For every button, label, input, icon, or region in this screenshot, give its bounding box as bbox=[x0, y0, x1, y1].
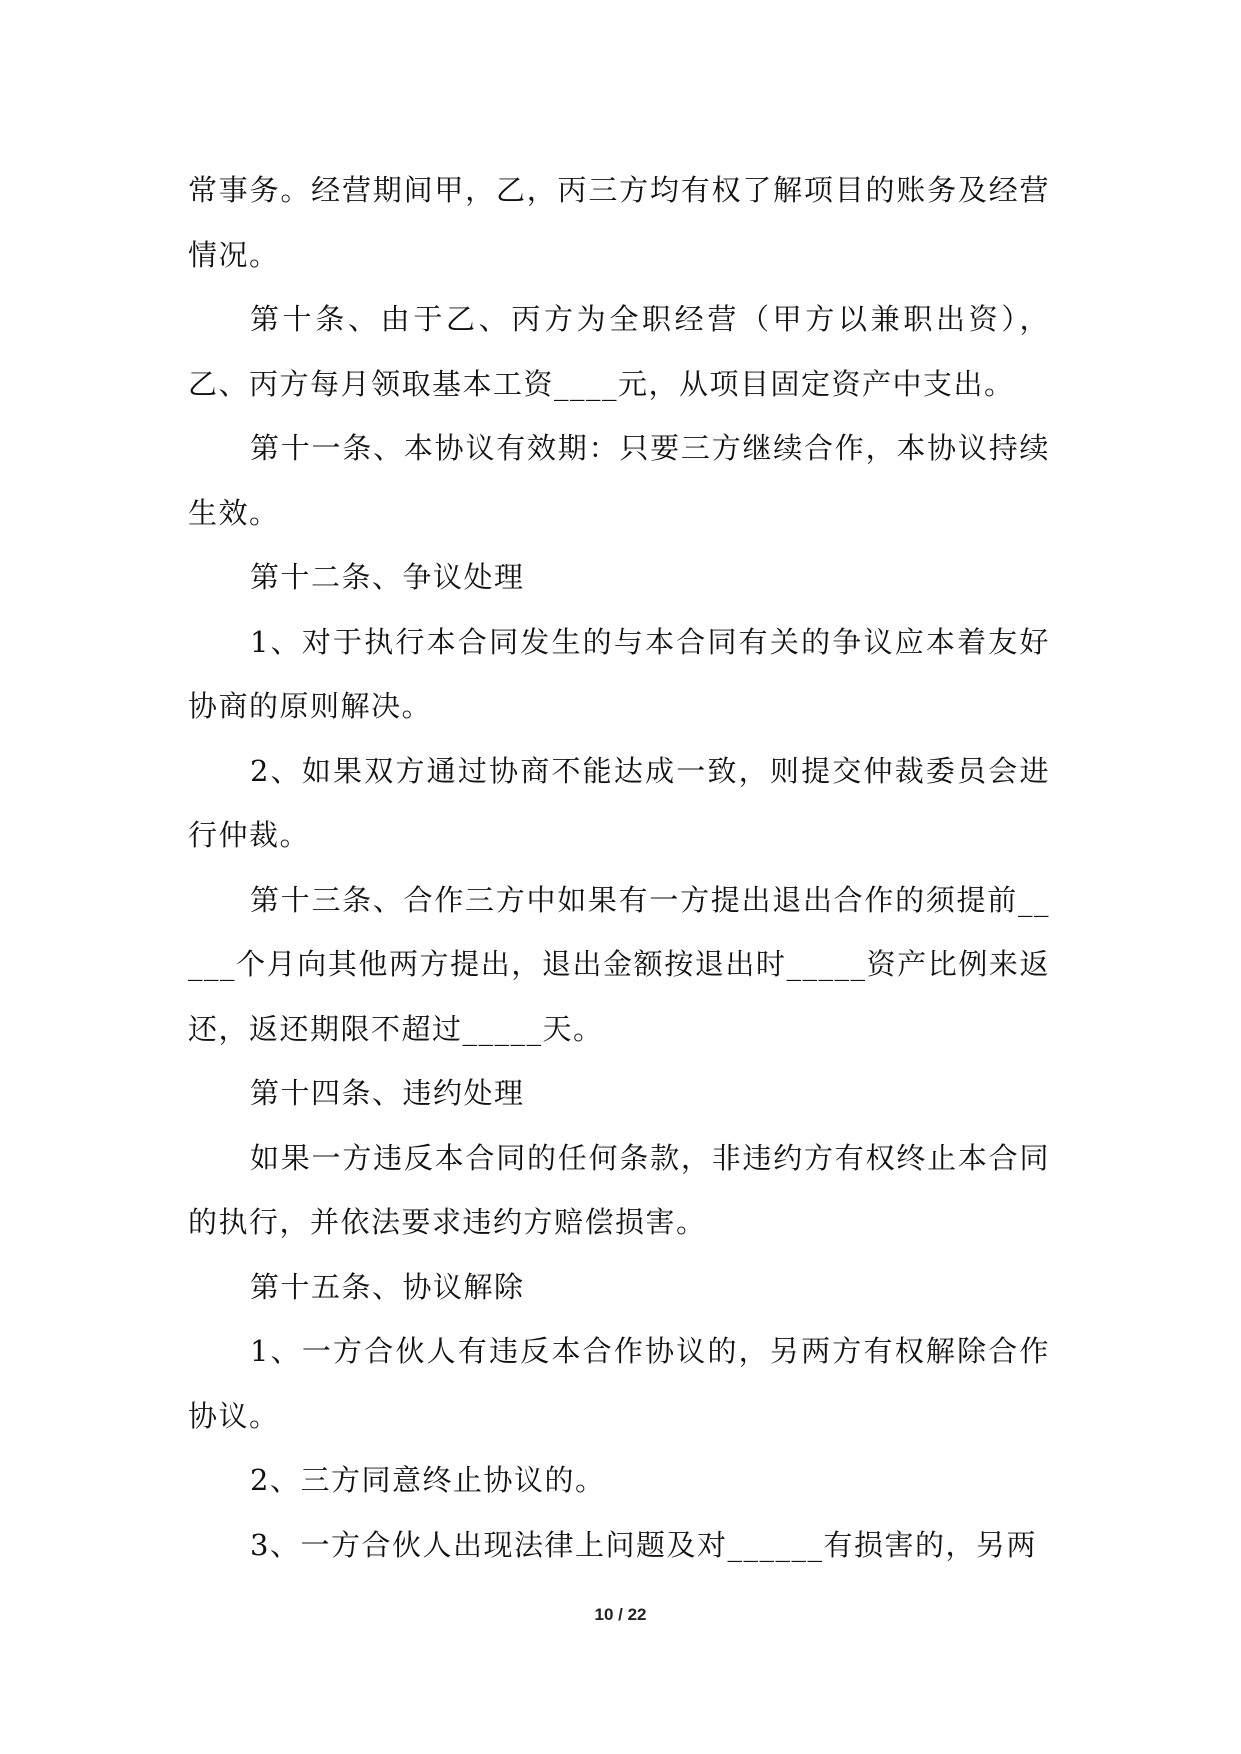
paragraph-article-12-item-1: 1、对于执行本合同发生的与本合同有关的争议应本着友好协商的原则解决。 bbox=[188, 624, 1050, 723]
page-number: 10 / 22 bbox=[594, 1605, 647, 1624]
paragraph-article-14-body: 如果一方违反本合同的任何条款，非违约方有权终止本合同的执行，并依法要求违约方赔偿损害。 bbox=[188, 1140, 1050, 1239]
paragraph-article-10: 第十条、由于乙、丙方为全职经营（甲方以兼职出资），乙、丙方每月领取基本工资____元，从项目固定资产中支出。 bbox=[188, 302, 1050, 401]
paragraph-article-11: 第十一条、本协议有效期：只要三方继续合作，本协议持续生效。 bbox=[188, 431, 1050, 530]
paragraph-article-13: 第十三条、合作三方中如果有一方提出退出合作的须提前_____个月向其他两方提出，退出金额按退出时_____资产比例来返还，返还期限不超过_____天。 bbox=[188, 882, 1050, 1046]
paragraph-continuation: 常事务。经营期间甲，乙，丙三方均有权了解项目的账务及经营情况。 bbox=[188, 173, 1050, 272]
document-body bbox=[188, 158, 1050, 1577]
paragraph-article-12-item-2: 2、如果双方通过协商不能达成一致，则提交仲裁委员会进行仲裁。 bbox=[188, 753, 1050, 852]
paragraph-article-15-item-2: 2、三方同意终止协议的。 bbox=[250, 1463, 606, 1497]
heading-article-14: 第十四条、违约处理 bbox=[250, 1076, 525, 1110]
paragraph-article-15-item-1: 1、一方合伙人有违反本合作协议的，另两方有权解除合作协议。 bbox=[188, 1334, 1050, 1433]
heading-article-15: 第十五条、协议解除 bbox=[250, 1269, 525, 1304]
paragraph-article-15-item-3: 3、一方合伙人出现法律上问题及对______有损害的，另两 bbox=[250, 1527, 1037, 1562]
heading-article-12: 第十二条、争议处理 bbox=[250, 560, 525, 594]
